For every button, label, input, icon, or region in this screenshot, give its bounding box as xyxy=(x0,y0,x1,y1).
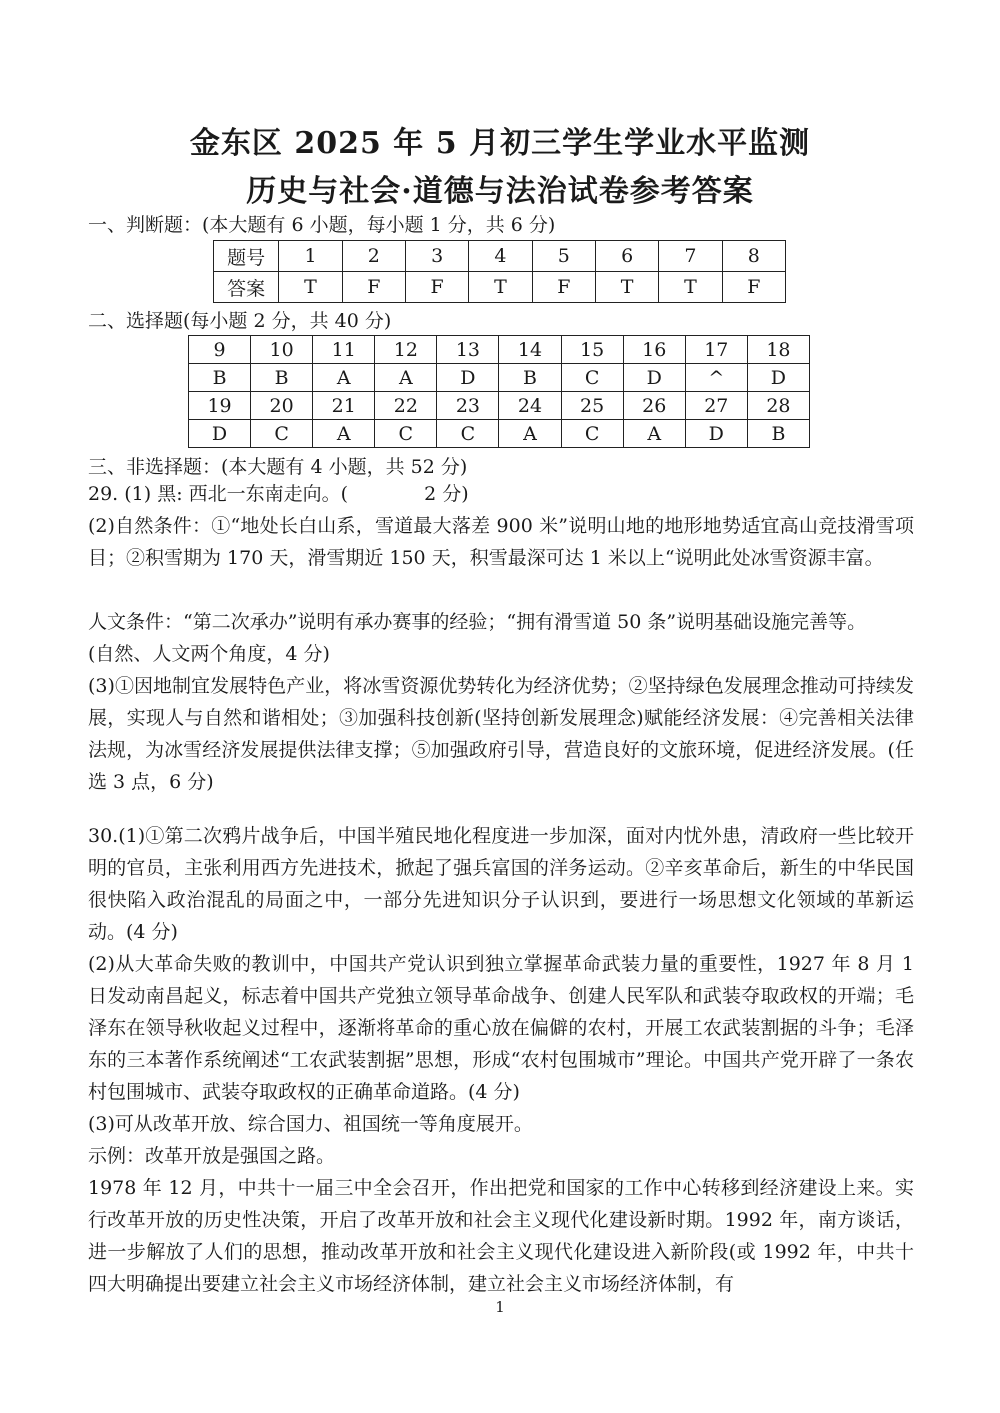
table-cell: A xyxy=(623,420,685,448)
table-cell: C xyxy=(375,420,437,448)
section2-heading: 二、选择题(每小题 2 分，共 40 分) xyxy=(88,310,392,332)
table-cell: 答案 xyxy=(214,272,279,303)
table-cell: 26 xyxy=(623,392,685,420)
table-cell: 18 xyxy=(747,336,809,364)
table-cell: 1 xyxy=(279,241,342,272)
table-cell: 16 xyxy=(623,336,685,364)
answer-30-3-body: 1978 年 12 月，中共十一届三中全会召开，作出把党和国家的工作中心转移到经济建设上来。实行改革开放的历史性决策，开启了改革开放和社会主义现代化建设新时期。1992 年，南方谈话，进一步解放了人们的思想，推动改革开放和社会主义现代化建设进入新阶段(或 1992 年，中共十四大明确提出要建立社会主义市场经济体制，建立社会主义市场经济体制，有 xyxy=(88,1177,914,1295)
table-cell: T xyxy=(659,272,722,303)
table-cell: F xyxy=(722,272,785,303)
table-row xyxy=(189,392,810,420)
table-cell: D xyxy=(685,420,747,448)
table-cell: 25 xyxy=(561,392,623,420)
table-cell: 6 xyxy=(595,241,658,272)
table-cell: F xyxy=(532,272,595,303)
table-cell: C xyxy=(437,420,499,448)
table-cell: B xyxy=(251,364,313,392)
section3-heading: 三、非选择题：(本大题有 4 小题，共 52 分) xyxy=(88,456,468,478)
table-cell: 21 xyxy=(313,392,375,420)
choice-table xyxy=(188,335,810,448)
table-cell: A xyxy=(313,420,375,448)
table-cell: B xyxy=(747,420,809,448)
table-cell: A xyxy=(375,364,437,392)
table-cell: 8 xyxy=(722,241,785,272)
table-row xyxy=(189,420,810,448)
table-cell: 14 xyxy=(499,336,561,364)
table-cell: C xyxy=(251,420,313,448)
table-row xyxy=(214,272,786,303)
table-cell: 27 xyxy=(685,392,747,420)
table-cell: T xyxy=(279,272,342,303)
table-cell: A xyxy=(313,364,375,392)
table-cell: T xyxy=(595,272,658,303)
table-cell: 题号 xyxy=(214,241,279,272)
table-cell: 11 xyxy=(313,336,375,364)
table-cell: 13 xyxy=(437,336,499,364)
answer-29-2-human: 人文条件：“第二次承办”说明有承办赛事的经验；“拥有滑雪道 50 条”说明基础设施完善等。 xyxy=(88,611,867,633)
table-cell: 4 xyxy=(469,241,532,272)
table-cell: B xyxy=(499,364,561,392)
table-cell: 2 xyxy=(342,241,405,272)
table-cell: C xyxy=(561,364,623,392)
table-row xyxy=(189,336,810,364)
table-cell: 20 xyxy=(251,392,313,420)
table-cell: F xyxy=(405,272,468,303)
table-cell: D xyxy=(747,364,809,392)
answer-30-3-example: 示例：改革开放是强国之路。 xyxy=(88,1145,336,1167)
table-cell: C xyxy=(561,420,623,448)
table-cell: D xyxy=(189,420,251,448)
table-cell: 5 xyxy=(532,241,595,272)
answer-30-3: (3)可从改革开放、综合国力、祖国统一等角度展开。 xyxy=(88,1113,533,1135)
answer-29-3: (3)①因地制宜发展特色产业，将冰雪资源优势转化为经济优势；②坚持绿色发展理念推动可持续发展，实现人与自然和谐相处；③加强科技创新(坚持创新发展理念)赋能经济发展：④完善相关法律法规，为冰雪经济发展提供法律支撑；⑤加强政府引导，营造良好的文旅环境，促进经济发展。(任选 3 点，6 分) xyxy=(88,675,914,793)
table-cell: ^ xyxy=(685,364,747,392)
judge-table xyxy=(213,240,786,303)
answer-30-2: (2)从大革命失败的教训中，中国共产党认识到独立掌握革命武装力量的重要性，1927 年 8 月 1 日发动南昌起义，标志着中国共产党独立领导革命战争、创建人民军队和武装夺取政权的开端；毛泽东在领导秋收起义过程中，逐渐将革命的重心放在偏僻的农村，开展工农武装割据的斗争；毛泽东的三本著作系统阐述“工农武装割据”思想，形成“农村包围城市”理论。中国共产党开辟了一条农村包围城市、武装夺取政权的正确革命道路。(4 分) xyxy=(88,953,914,1103)
table-cell: 24 xyxy=(499,392,561,420)
table-cell: 23 xyxy=(437,392,499,420)
table-cell: 10 xyxy=(251,336,313,364)
table-cell: 9 xyxy=(189,336,251,364)
section1-heading: 一、判断题：(本大题有 6 小题，每小题 1 分，共 6 分) xyxy=(88,214,556,236)
table-cell: B xyxy=(189,364,251,392)
table-row xyxy=(214,241,786,272)
table-cell: D xyxy=(437,364,499,392)
table-cell: D xyxy=(623,364,685,392)
table-cell: 3 xyxy=(405,241,468,272)
table-cell: 7 xyxy=(659,241,722,272)
table-row xyxy=(189,364,810,392)
table-cell: 15 xyxy=(561,336,623,364)
table-cell: A xyxy=(499,420,561,448)
table-cell: 12 xyxy=(375,336,437,364)
table-cell: 28 xyxy=(747,392,809,420)
answer-29-2: (2)自然条件：①“地处长白山系，雪道最大落差 900 米”说明山地的地形地势适宜高山竞技滑雪项目；②积雪期为 170 天，滑雪期近 150 天，积雪最深可达 1 米以上“说明此处冰雪资源丰富。 xyxy=(88,515,914,569)
page-number: 1 xyxy=(495,1298,505,1316)
answer-29-2-note: (自然、人文两个角度，4 分) xyxy=(88,643,330,665)
table-cell: 22 xyxy=(375,392,437,420)
page-subtitle: 历史与社会·道德与法治试卷参考答案 xyxy=(246,174,754,209)
table-cell: 19 xyxy=(189,392,251,420)
table-cell: T xyxy=(469,272,532,303)
page-title: 金东区 2025 年 5 月初三学生学业水平监测 xyxy=(189,126,811,161)
table-cell: 17 xyxy=(685,336,747,364)
answer-30-1: 30.(1)①第二次鸦片战争后，中国半殖民地化程度进一步加深，面对内忧外患，清政府一些比较开明的官员，主张利用西方先进技术，掀起了强兵富国的洋务运动。②辛亥革命后，新生的中华民国很快陷入政治混乱的局面之中，一部分先进知识分子认识到，要进行一场思想文化领域的革新运动。(4 分) xyxy=(88,825,914,943)
table-cell: F xyxy=(342,272,405,303)
answer-29-1: 29. (1) 黑: 西北一东南走向。( 2 分) xyxy=(88,483,469,505)
